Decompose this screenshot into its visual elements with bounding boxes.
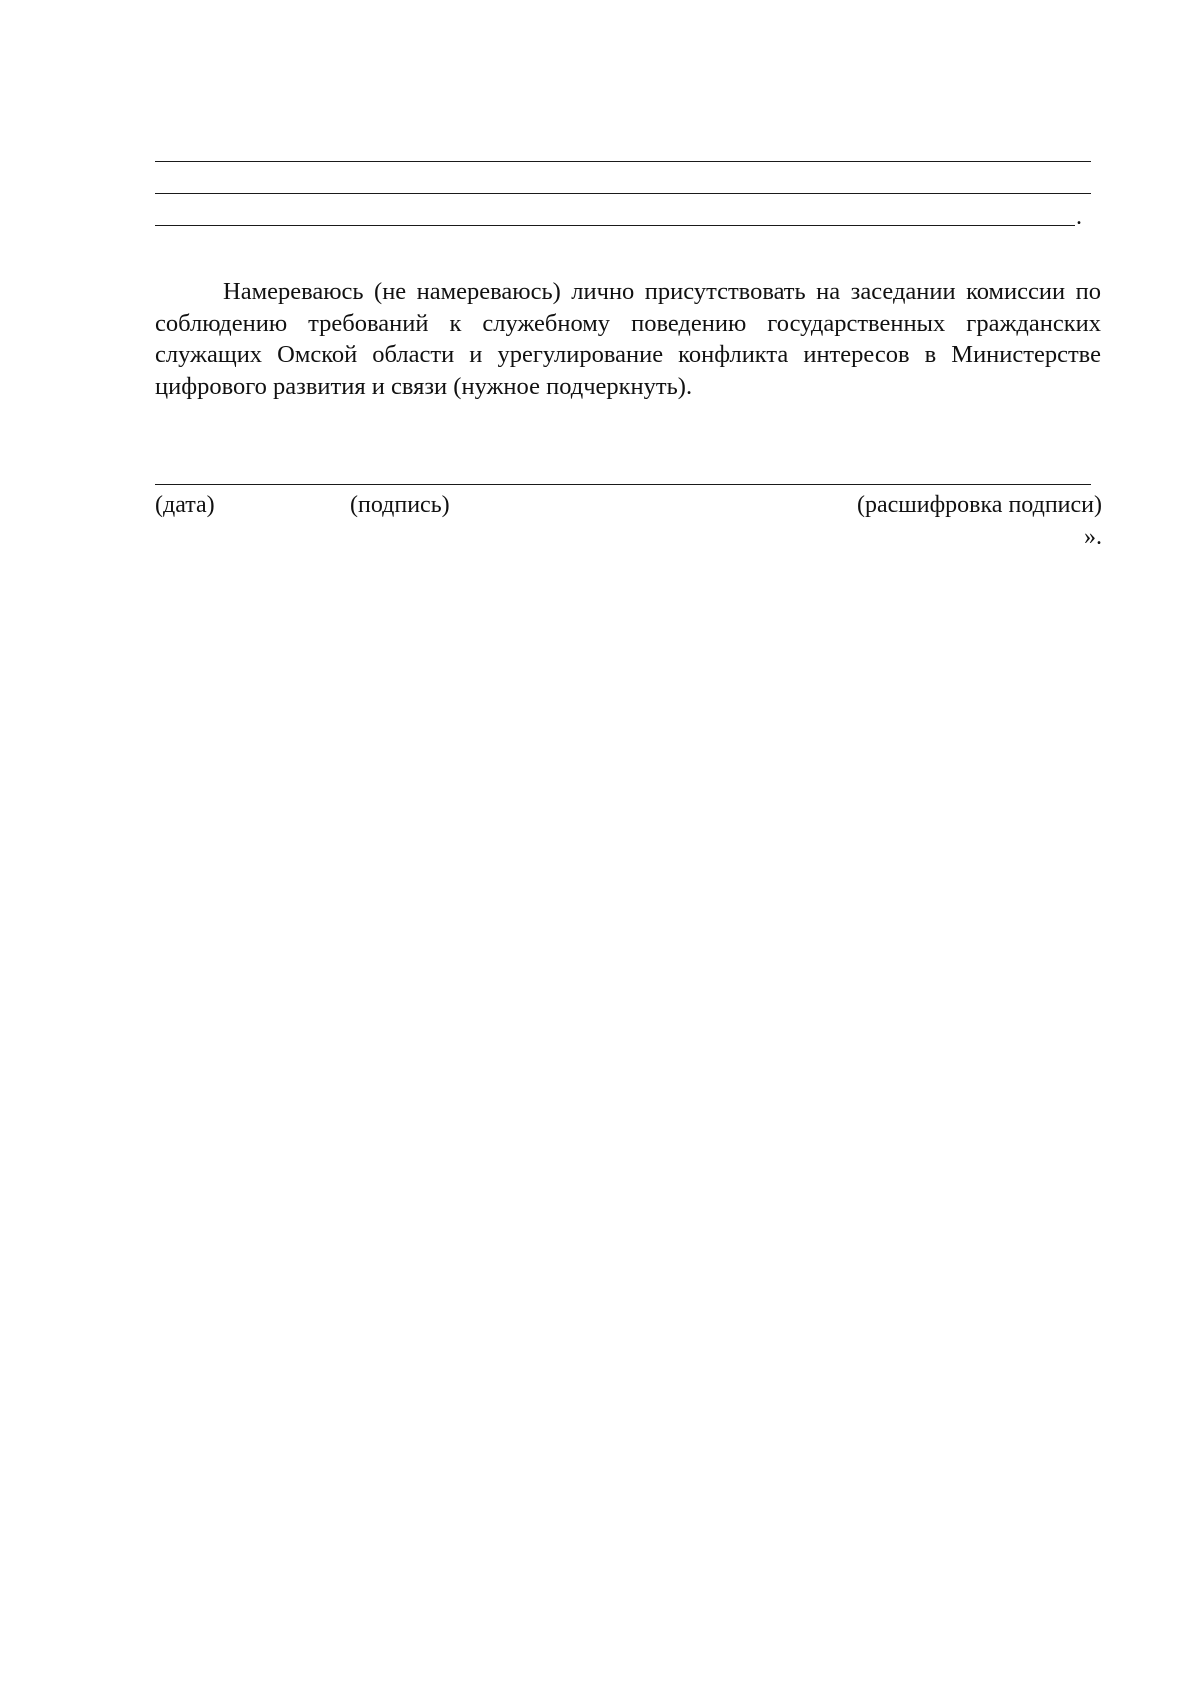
signature-decode-caption: (расшифровка подписи) <box>857 492 1102 518</box>
blank-fill-line <box>155 161 1091 162</box>
signature-caption: (подпись) <box>350 492 450 518</box>
attendance-statement: Намереваюсь (не намереваюсь) лично присутствовать на заседании комиссии по соблюдению требований к служебному поведению государственных гражданских служащих Омской области и урегулирование конфликта интересов в Министерстве цифрового развития и связи (нужное подчеркнуть). <box>155 278 1101 400</box>
signature-line <box>155 484 1091 485</box>
closing-quote-mark: ». <box>1084 524 1102 550</box>
date-caption: (дата) <box>155 492 215 518</box>
blank-fill-line <box>155 225 1075 226</box>
line-end-period: . <box>1076 204 1082 230</box>
blank-fill-line <box>155 193 1091 194</box>
